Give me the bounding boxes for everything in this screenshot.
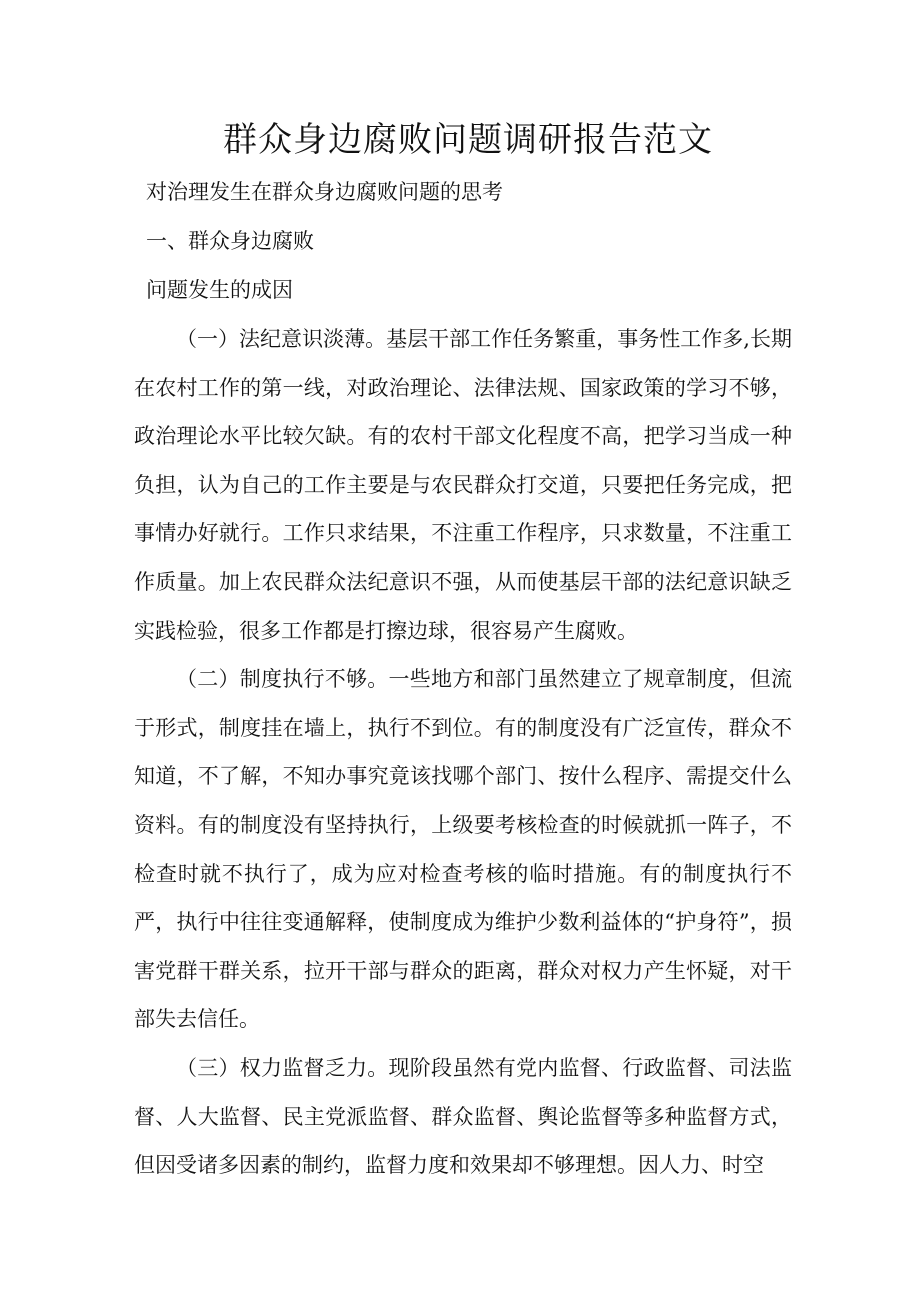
section-heading: 一、群众身边腐败 xyxy=(146,229,314,253)
section-subheading: 问题发生的成因 xyxy=(146,278,293,302)
paragraph-system-execution: （二）制度执行不够。一些地方和部门虽然建立了规章制度，但流于形式，制度挂在墙上，执行不到位。有的制度没有广泛宣传，群众不知道，不了解，不知办事究竟该找哪个部门、按什么程序、需提交什么资料。有的制度没有坚持执行，上级要考核检查的时候就抓一阵子，不检查时就不执行了，成为应对检查考核的临时措施。有的制度执行不严，执行中往往变通解释，使制度成为维护少数利益体的“护身符”，损害党群干群关系，拉开干部与群众的距离，群众对权力产生怀疑，对干部失去信任。 xyxy=(134,667,792,1032)
document-subtitle: 对治理发生在群众身边腐败问题的思考 xyxy=(146,180,503,204)
paragraph-legal-awareness: （一）法纪意识淡薄。基层干部工作任务繁重，事务性工作多,长期在农村工作的第一线，对政治理论、法律法规、国家政策的学习不够，政治理论水平比较欠缺。有的农村干部文化程度不高，把学习当成一种负担，认为自己的工作主要是与农民群众打交道，只要把任务完成，把事情办好就行。工作只求结果，不注重工作程序，只求数量，不注重工作质量。加上农民群众法纪意识不强，从而使基层干部的法纪意识缺乏实践检验，很多工作都是打擦边球，很容易产生腐败。 xyxy=(134,327,792,643)
paragraph-power-supervision: （三）权力监督乏力。现阶段虽然有党内监督、行政监督、司法监督、人大监督、民主党派监督、群众监督、舆论监督等多种监督方式，但因受诸多因素的制约，监督力度和效果却不够理想。因人力、时空 xyxy=(134,1055,792,1178)
document-title: 群众身边腐败问题调研报告范文 xyxy=(223,120,713,160)
